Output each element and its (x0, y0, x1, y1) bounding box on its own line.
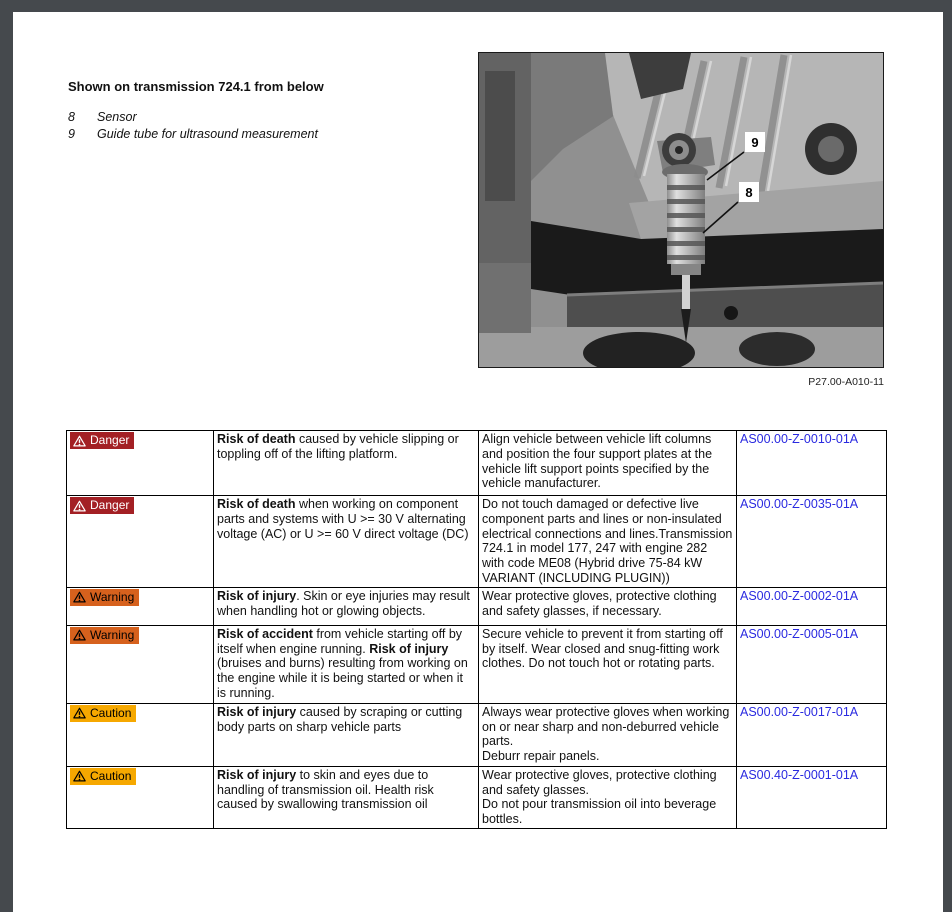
warning-triangle-icon (73, 629, 86, 641)
safety-table (66, 430, 887, 829)
figure-photo (478, 52, 884, 368)
figure-caption: P27.00-A010-11 (808, 376, 884, 388)
severity-label: Warning (90, 589, 135, 604)
legend-number: 8 (68, 110, 75, 124)
callout-label-9: 9 (745, 132, 765, 152)
table-row (67, 766, 887, 828)
severity-label: Danger (90, 433, 130, 447)
measure-cell: Wear protective gloves, protective clothing and safety glasses, if necessary. (479, 587, 737, 625)
severity-label: Caution (90, 768, 132, 783)
safety-table-body (67, 431, 887, 829)
callout-label-8: 8 (739, 182, 759, 202)
document-link[interactable]: AS00.40-Z-0001-01A (740, 767, 859, 782)
link-cell (737, 496, 887, 588)
table-row (67, 625, 887, 703)
severity-badge-warning (70, 627, 139, 644)
link-cell (737, 431, 887, 496)
warning-triangle-icon (73, 770, 86, 782)
warning-triangle-icon (73, 591, 86, 603)
link-cell (737, 587, 887, 625)
document-link[interactable]: AS00.00-Z-0017-01A (740, 704, 859, 719)
severity-badge-caution (70, 768, 136, 785)
transmission-photo (479, 53, 883, 367)
warning-triangle-icon (73, 707, 86, 719)
severity-cell (67, 625, 214, 703)
severity-label: Warning (90, 627, 135, 642)
measure-cell: Wear protective gloves, protective clothing and safety glasses. Do not pour transmission oil into beverage bottles. (479, 766, 737, 828)
risk-cell: Risk of death caused by vehicle slipping or toppling off of the lifting platform. (214, 431, 479, 496)
link-cell (737, 766, 887, 828)
severity-cell (67, 703, 214, 766)
severity-label: Caution (90, 705, 132, 720)
document-link[interactable]: AS00.00-Z-0002-01A (740, 588, 859, 603)
table-row (67, 703, 887, 766)
severity-label: Danger (90, 498, 130, 512)
document-page (13, 12, 943, 912)
document-link[interactable]: AS00.00-Z-0010-01A (740, 432, 859, 446)
measure-cell: Do not touch damaged or defective live component parts and lines or non-insulated electrical connections and lines.Transmission 724.1 in model 177, 247 with engine 282 with code ME08 (Hybrid drive 75-84 kW VARIANT (INCLUDING PLUGIN)) (479, 496, 737, 588)
measure-cell: Secure vehicle to prevent it from starting off by itself. Wear closed and snug-fitting work clothes. Do not touch hot or rotating parts. (479, 625, 737, 703)
severity-cell (67, 496, 214, 588)
severity-cell (67, 587, 214, 625)
legend-label: Sensor (97, 110, 137, 124)
link-cell (737, 703, 887, 766)
warning-triangle-icon (73, 500, 86, 512)
figure-legend (68, 109, 318, 142)
measure-cell: Align vehicle between vehicle lift columns and position the four support plates at the vehicle lift support points specified by the vehicle manufacturer. (479, 431, 737, 496)
measure-cell: Always wear protective gloves when working on or near sharp and non-deburred vehicle parts. Deburr repair panels. (479, 703, 737, 766)
document-link[interactable]: AS00.00-Z-0005-01A (740, 626, 859, 641)
table-row (67, 431, 887, 496)
warning-triangle-icon (73, 435, 86, 447)
severity-badge-danger (70, 432, 134, 449)
document-link[interactable]: AS00.00-Z-0035-01A (740, 497, 859, 511)
legend-number: 9 (68, 126, 75, 141)
legend-label: Guide tube for ultrasound measurement (97, 126, 318, 141)
legend-item (68, 109, 318, 126)
table-row (67, 587, 887, 625)
table-row (67, 496, 887, 588)
risk-cell: Risk of injury to skin and eyes due to handling of transmission oil. Health risk caused by swallowing transmission oil (214, 766, 479, 828)
severity-badge-warning (70, 589, 139, 606)
severity-cell (67, 766, 214, 828)
severity-badge-danger (70, 497, 134, 514)
figure-heading: Shown on transmission 724.1 from below (68, 79, 324, 94)
risk-cell: Risk of accident from vehicle starting off by itself when engine running. Risk of injury (bruises and burns) resulting from working on the engine while it is being started or when it is running. (214, 625, 479, 703)
severity-badge-caution (70, 705, 136, 722)
risk-cell: Risk of death when working on component parts and systems with U >= 30 V alternating voltage (AC) or U >= 60 V direct voltage (DC) (214, 496, 479, 588)
risk-cell: Risk of injury caused by scraping or cutting body parts on sharp vehicle parts (214, 703, 479, 766)
severity-cell (67, 431, 214, 496)
legend-item (68, 126, 318, 143)
risk-cell: Risk of injury. Skin or eye injuries may result when handling hot or glowing objects. (214, 587, 479, 625)
link-cell (737, 625, 887, 703)
